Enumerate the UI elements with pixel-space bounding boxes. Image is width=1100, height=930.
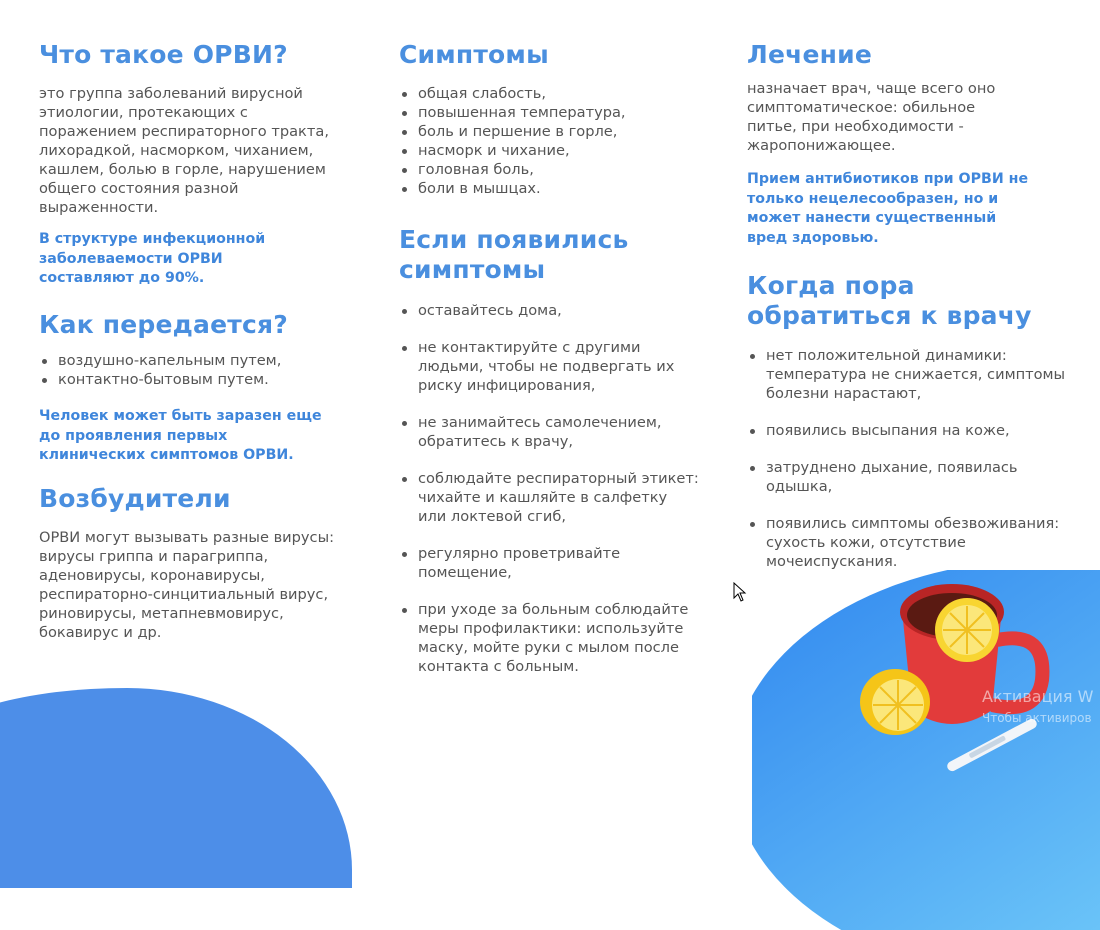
pathogens-text: ОРВИ могут вызывать разные вирусы: вирусы гриппа и парагриппа, аденовирусы, коронавирусы, респираторно-синцитиальный вирус, риновирусы, метапневмовирус, бокавирус и др. [39, 529, 335, 641]
list-item: появились высыпания на коже, [747, 421, 1087, 440]
list-item: оставайтесь дома, [399, 301, 699, 320]
list-item: насморк и чихание, [399, 141, 626, 160]
list-item: боль и першение в горле, [399, 122, 626, 141]
list-item: при уходе за больным соблюдайте меры профилактики: используйте маску, мойте руки с мылом после контакта с больным. [399, 600, 699, 676]
list-item: контактно-бытовым путем. [39, 370, 281, 389]
activation-watermark-sub: Чтобы активиров [982, 711, 1092, 725]
list-item: воздушно-капельным путем, [39, 351, 281, 370]
treatment-title: Лечение [747, 40, 872, 69]
transmission-list [39, 351, 281, 389]
list-item: не контактируйте с другими людьми, чтобы не подвергать их риску инфицирования, [399, 338, 699, 395]
lemon-half-icon [860, 669, 930, 735]
list-item: появились симптомы обезвоживания: сухость кожи, отсутствие мочеиспускания. [747, 514, 1087, 571]
list-item: боли в мышцах. [399, 179, 626, 198]
symptoms-list [399, 84, 626, 198]
tea-illustration [752, 570, 1100, 930]
what-is-orvi-title: Что такое ОРВИ? [39, 40, 288, 69]
if-symptoms-list [399, 301, 699, 694]
activation-watermark: Активация W [982, 687, 1094, 706]
list-item: не занимайтесь самолечением, обратитесь к врачу, [399, 413, 699, 451]
list-item: регулярно проветривайте помещение, [399, 544, 699, 582]
contagious-note: Человек может быть заразен еще до проявления первых клинических симптомов ОРВИ. [39, 408, 322, 463]
blue-wave-decoration [0, 688, 352, 888]
what-is-orvi-text: это группа заболеваний вирусной этиологии, протекающих с поражением респираторного тракта, лихорадкой, насморком, чиханием, кашлем, болью в горле, нарушением общего состояния разной выраженности. [39, 85, 329, 216]
if-symptoms-title: Если появились симптомы [399, 225, 629, 284]
when-see-doctor-list [747, 346, 1087, 589]
when-see-doctor-title: Когда пора обратиться к врачу [747, 271, 1032, 330]
mouse-cursor-icon [733, 582, 747, 602]
list-item: затруднено дыхание, появилась одышка, [747, 458, 1087, 496]
orvi-statistics-note: В структуре инфекционной заболеваемости ОРВИ составляют до 90%. [39, 231, 266, 286]
symptoms-title: Симптомы [399, 40, 549, 69]
antibiotics-warning: Прием антибиотиков при ОРВИ не только нецелесообразен, но и может нанести существенный вред здоровью. [747, 171, 1029, 246]
list-item: головная боль, [399, 160, 626, 179]
list-item: нет положительной динамики: температура не снижается, симптомы болезни нарастают, [747, 346, 1087, 403]
list-item: общая слабость, [399, 84, 626, 103]
pathogens-title: Возбудители [39, 484, 231, 513]
list-item: повышенная температура, [399, 103, 626, 122]
list-item: соблюдайте респираторный этикет: чихайте и кашляйте в салфетку или локтевой сгиб, [399, 469, 699, 526]
transmission-title: Как передается? [39, 310, 288, 339]
lemon-slice-icon [935, 598, 999, 662]
treatment-text: назначает врач, чаще всего оно симптоматическое: обильное питье, при необходимости - жаропонижающее. [747, 80, 996, 154]
